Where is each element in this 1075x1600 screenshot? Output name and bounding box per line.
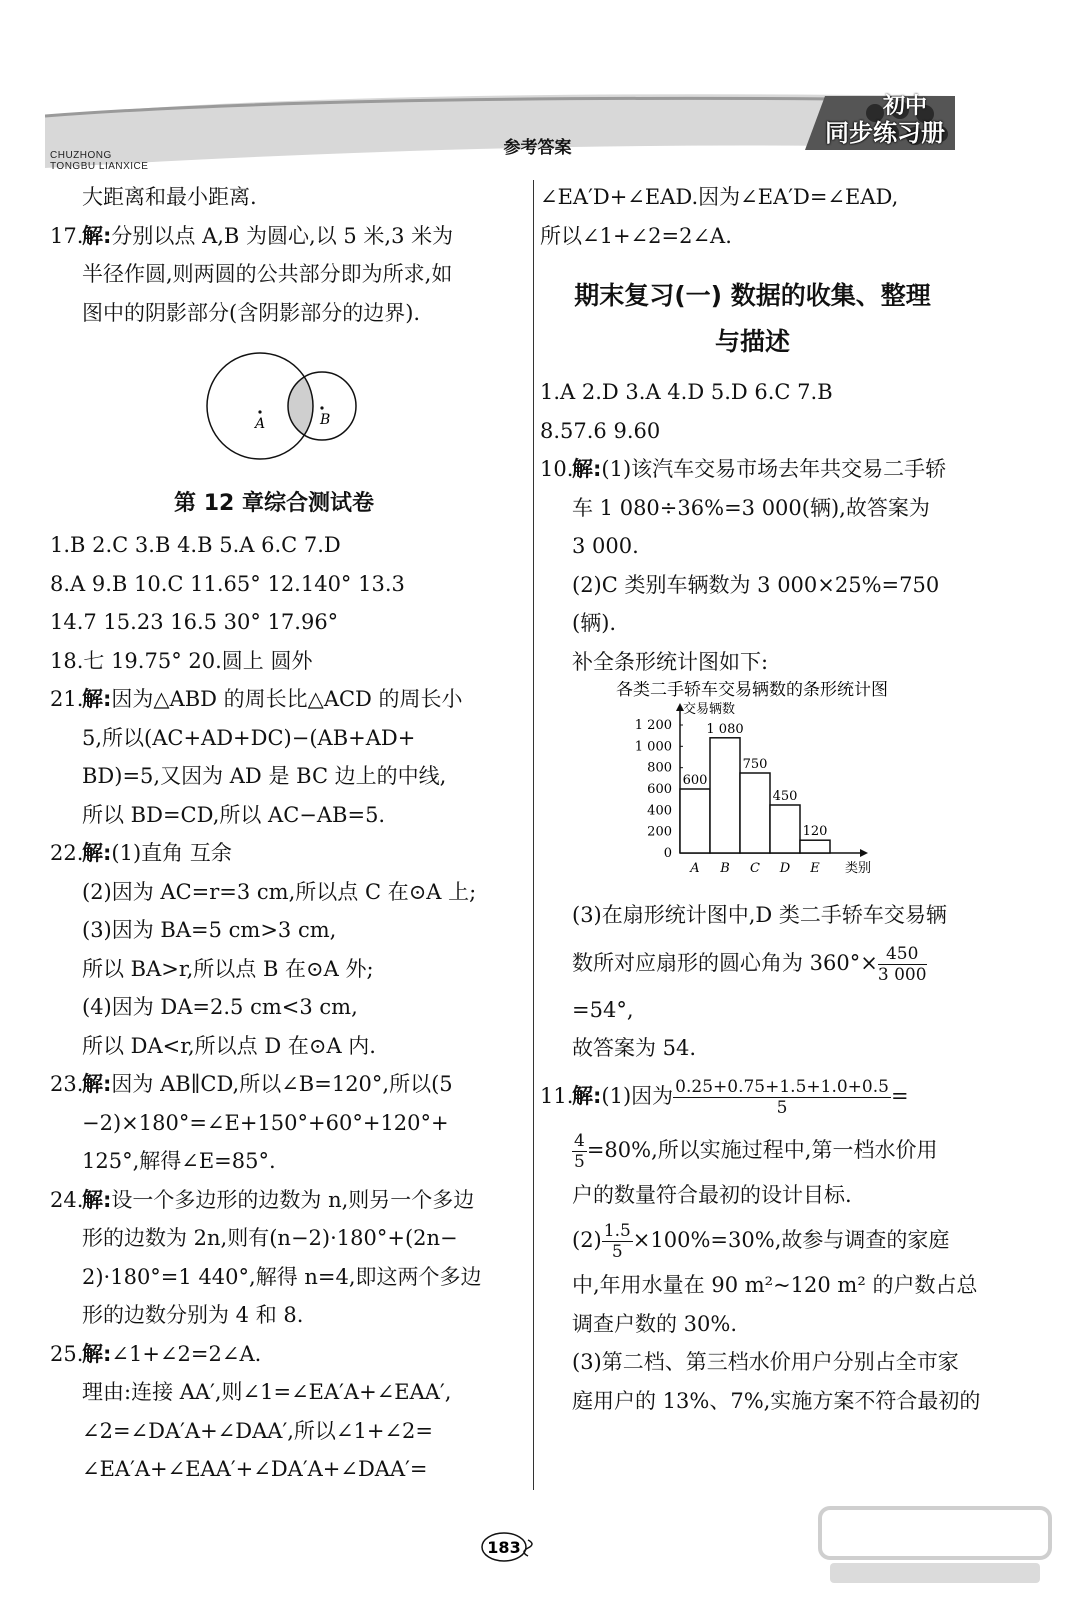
text-line: 3 000.: [572, 534, 639, 558]
text-line: 调查户数的 30%.: [572, 1311, 738, 1336]
answer-10: [540, 450, 965, 681]
text-line: ∠2=∠DA′A+∠DAA′,所以∠1+∠2=: [82, 1418, 433, 1443]
text-line: 中,年用水量在 90 m²~120 m² 的户数占总: [572, 1273, 978, 1297]
header-title: 参考答案: [503, 138, 572, 158]
question-number: 23.: [50, 1072, 84, 1096]
text-line: 所以∠1+∠2=2∠A.: [540, 223, 732, 248]
solution-label: 解:: [82, 841, 112, 865]
question-number: 25.: [50, 1341, 84, 1366]
column-divider: [533, 180, 534, 1490]
answer-line: 8.A 9.B 10.C 11.65° 12.140° 13.3: [50, 571, 405, 596]
text-line: ∠EA′D+∠EAD.因为∠EA′D=∠EAD,: [540, 185, 899, 209]
text-line: BD)=5,又因为 AD 是 BC 边上的中线,: [82, 764, 447, 788]
answer-24: [50, 1181, 498, 1335]
solution-label: 解:: [82, 1341, 112, 1366]
numerator: 1.5: [603, 1221, 631, 1241]
y-tick-label: 600: [647, 782, 672, 797]
bar-A: [680, 789, 710, 853]
text-line: 半径作圆,则两圆的公共部分即为所求,如: [82, 262, 453, 286]
page-number-badge: [480, 1530, 540, 1564]
text-segment: =: [890, 1083, 909, 1108]
point-a-label: A: [255, 416, 266, 432]
bar-E: [800, 840, 830, 853]
answer-line: 1.A 2.D 3.A 4.D 5.D 6.C 7.B: [540, 380, 833, 404]
answer-11: [540, 1068, 981, 1421]
bar-value-label: 750: [742, 757, 768, 772]
answer-line: 1.B 2.C 3.B 4.B 5.A 6.C 7.D: [50, 533, 341, 557]
page-number: 183: [487, 1538, 521, 1557]
fraction: [673, 1077, 891, 1118]
text-line: (辆).: [572, 611, 617, 635]
answer-line: 8.57.6 9.60: [540, 418, 661, 443]
text-line: (4)因为 DA=2.5 cm<3 cm,: [82, 995, 358, 1019]
solution-label: 解:: [572, 457, 602, 481]
right-column: [540, 178, 981, 1420]
denominator: 3 000: [877, 964, 927, 985]
x-tick-label: A: [690, 861, 700, 876]
answer-10-part3: [540, 896, 965, 1068]
text-line: 大距离和最小距离.: [82, 185, 257, 209]
text-line: ∠EA′A+∠EAA′+∠DA′A+∠DAA′=: [82, 1457, 428, 1481]
text-line: 理由:连接 AA′,则∠1=∠EA′A+∠EAA′,: [82, 1380, 452, 1404]
y-tick-label: 400: [647, 803, 672, 819]
text-line: (1)直角 互余: [111, 841, 232, 865]
text-line: 所以 DA<r,所以点 D 在⊙A 内.: [82, 1033, 376, 1058]
text-segment: ×100%=30%,故参与调查的家庭: [632, 1228, 950, 1252]
point-b-label: B: [320, 412, 331, 428]
text-segment: (2): [572, 1228, 602, 1252]
text-line: 分别以点 A,B 为圆心,以 5 米,3 米为: [111, 223, 454, 248]
x-tick-label: B: [720, 861, 730, 876]
question-number: 24.: [50, 1187, 84, 1212]
text-line: (3)第二档、第三档水价用户分别占全市家: [572, 1350, 959, 1374]
bar-chart-figure: [540, 681, 965, 896]
book-logo: [825, 95, 945, 147]
solution-label: 解:: [82, 1072, 112, 1096]
section-title-line2: 与描述: [714, 327, 790, 356]
solution-label: 解:: [82, 223, 112, 248]
text-line: (2)因为 AC=r=3 cm,所以点 C 在⊙A 上;: [82, 879, 477, 904]
text-line: 设一个多边形的边数为 n,则另一个多边: [111, 1187, 475, 1212]
x-axis-arrow: [860, 849, 868, 857]
bar-C: [740, 773, 770, 853]
bar-B: [710, 738, 740, 853]
logo-line2: 同步练习册: [825, 119, 945, 147]
solution-label: 解:: [82, 1187, 112, 1212]
denominator: 5: [574, 1151, 585, 1172]
bar-value-label: 600: [682, 773, 708, 788]
chapter12-title: 第 12 章综合测试卷: [174, 491, 374, 516]
question-number: 22.: [50, 841, 84, 865]
text-line: 因为△ABD 的周长比△ACD 的周长小: [111, 687, 463, 711]
bar-chart: [540, 681, 965, 896]
question-number: 11.: [540, 1083, 574, 1108]
text-line: 户的数量符合最初的设计目标.: [572, 1182, 852, 1207]
watermark-logo: [810, 1503, 1060, 1588]
x-tick-label: C: [750, 861, 760, 876]
denominator: 5: [776, 1097, 788, 1118]
y-axis-label: 交易辆数: [683, 702, 736, 717]
text-line: ∠1+∠2=2∠A.: [111, 1341, 262, 1366]
text-line: (2)C 类别车辆数为 3 000×25%=750: [572, 572, 940, 597]
solution-label: 解:: [572, 1083, 602, 1108]
text-segment: 数所对应扇形的圆心角为 360°×: [572, 950, 878, 975]
logo-line1: 初中: [882, 94, 927, 119]
bar-value-label: 450: [772, 789, 798, 804]
answer-25: [50, 1335, 498, 1489]
text-line: (3)在扇形统计图中,D 类二手轿车交易辆: [572, 903, 947, 927]
bar-D: [770, 805, 800, 853]
text-line: 因为 AB∥CD,所以∠B=120°,所以(5: [111, 1072, 453, 1096]
text-line: 庭用户的 13%、7%,实施方案不符合最初的: [572, 1388, 981, 1413]
section-title-line1: 期末复习(一) 数据的收集、整理: [574, 281, 931, 310]
text-line: 5,所以(AC+AD+DC)−(AB+AD+: [82, 725, 416, 750]
brand-text: CHUZHONG TONGBU LIANXICE: [50, 150, 149, 172]
y-tick-label: 800: [647, 760, 672, 776]
text-line: 故答案为 54.: [572, 1036, 697, 1060]
bar-value-label: 120: [802, 824, 828, 840]
answer-21: [50, 680, 498, 834]
answer-17: [50, 217, 498, 333]
y-tick-label: 200: [647, 824, 672, 840]
x-tick-label: E: [810, 861, 820, 876]
answer-23: [50, 1065, 498, 1181]
x-axis-label: 类别: [845, 861, 872, 876]
text-line: 补全条形统计图如下:: [572, 649, 769, 674]
denominator: 5: [611, 1242, 623, 1262]
question-number: 10.: [540, 457, 574, 481]
text-line: (1)该汽车交易市场去年共交易二手轿: [601, 457, 947, 481]
text-line: −2)×180°=∠E+150°+60°+120°+: [82, 1110, 449, 1135]
numerator: 0.25+0.75+1.5+1.0+0.5: [675, 1076, 889, 1097]
y-tick-label: 1 000: [634, 739, 672, 755]
answer-line: 14.7 15.23 16.5 30° 17.96°: [50, 610, 339, 634]
left-column: [50, 178, 498, 1489]
text-line: 形的边数分别为 4 和 8.: [82, 1303, 304, 1327]
fraction: [602, 1221, 633, 1262]
y-tick-label: 0: [663, 846, 672, 861]
answer-22: [50, 834, 498, 1065]
bar-value-label: 1 080: [706, 721, 744, 737]
text-line: 图中的阴影部分(含阴影部分的边界).: [82, 300, 421, 325]
text-line-with-fraction: [540, 935, 965, 991]
numerator: 4: [574, 1130, 585, 1151]
text-line: 125°,解得∠E=85°.: [82, 1149, 276, 1173]
question-number: 17.: [50, 223, 84, 248]
fraction: [878, 944, 927, 985]
solution-label: 解:: [82, 687, 112, 711]
text-line: 形的边数为 2n,则有(n−2)·180°+(2n−: [82, 1226, 458, 1250]
text-line: 车 1 080÷36%=3 000(辆),故答案为: [572, 495, 930, 520]
numerator: 450: [878, 944, 927, 965]
answer-line: 18.七 19.75° 20.圆上 圆外: [50, 648, 313, 673]
fraction: [572, 1131, 587, 1172]
text-line: 所以 BD=CD,所以 AC−AB=5.: [82, 802, 386, 827]
chart-title: 各类二手轿车交易辆数的条形统计图: [616, 681, 888, 700]
text-line: 所以 BA>r,所以点 B 在⊙A 外;: [82, 956, 374, 981]
circles-svg: [50, 332, 498, 482]
question-number: 21.: [50, 687, 84, 711]
text-line: (3)因为 BA=5 cm>3 cm,: [82, 918, 337, 942]
y-tick-label: 1 200: [634, 718, 672, 733]
text-line: =54°,: [572, 997, 634, 1022]
x-tick-label: D: [779, 861, 791, 876]
text-line: 2)·180°=1 440°,解得 n=4,即这两个多边: [82, 1264, 482, 1289]
text-segment: =80%,所以实施过程中,第一档水价用: [586, 1137, 938, 1162]
two-circles-figure: [50, 332, 498, 482]
text-segment: (1)因为: [601, 1083, 674, 1108]
